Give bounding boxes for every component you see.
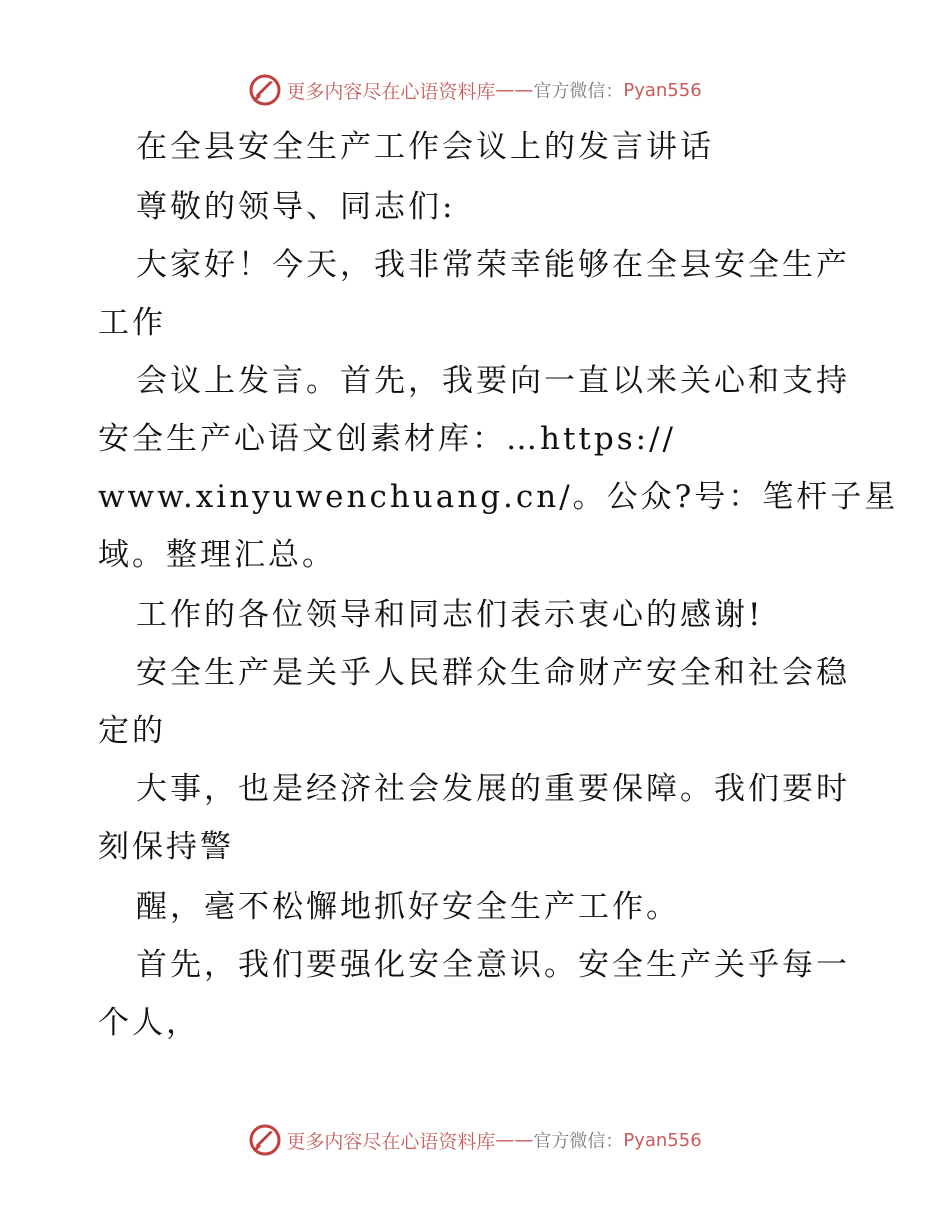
text-line: 大家好！今天，我非常荣幸能够在全县安全生产 <box>136 247 850 283</box>
banner-wechat-label: 官方微信： <box>533 1131 624 1152</box>
text-line: 会议上发言。首先，我要向一直以来关心和支持 <box>136 363 850 399</box>
banner-dash: —— <box>495 79 534 101</box>
text-line: 安全生产是关乎人民群众生命财产安全和社会稳 <box>136 655 850 691</box>
text-line: www.xinyuwenchuang.cn/。公众?号：笔杆子星 <box>98 479 899 515</box>
text-line: 工作的各位领导和同志们表示衷心的感谢! <box>136 597 764 633</box>
text-line: 尊敬的领导、同志们: <box>136 189 456 225</box>
text-line: 个人， <box>98 1005 200 1041</box>
text-line: 大事，也是经济社会发展的重要保障。我们要时 <box>136 771 850 807</box>
text-line: 安全生产心语文创素材库：…https:// <box>98 421 676 457</box>
banner-text: 更多内容尽在心语资料库 <box>286 1130 496 1153</box>
text-line: 工作 <box>98 305 166 341</box>
text-line: 定的 <box>98 713 166 749</box>
banner-wechat-id: Pyan556 <box>623 79 702 101</box>
text-line: 首先，我们要强化安全意识。安全生产关乎每一 <box>136 947 850 983</box>
document-title: 在全县安全生产工作会议上的发言讲话 <box>136 129 714 165</box>
banner-dash: —— <box>495 1129 534 1151</box>
footer-watermark-banner <box>0 1120 950 1160</box>
banner-wechat-label: 官方微信： <box>533 81 624 102</box>
text-line: 醒，毫不松懈地抓好安全生产工作。 <box>136 889 680 925</box>
text-line: 域。整理汇总。 <box>98 537 336 573</box>
banner-text: 更多内容尽在心语资料库 <box>286 80 496 103</box>
banner-wechat-id: Pyan556 <box>623 1129 702 1151</box>
quill-logo-icon <box>248 1123 282 1157</box>
text-line: 刻保持警 <box>98 829 234 865</box>
